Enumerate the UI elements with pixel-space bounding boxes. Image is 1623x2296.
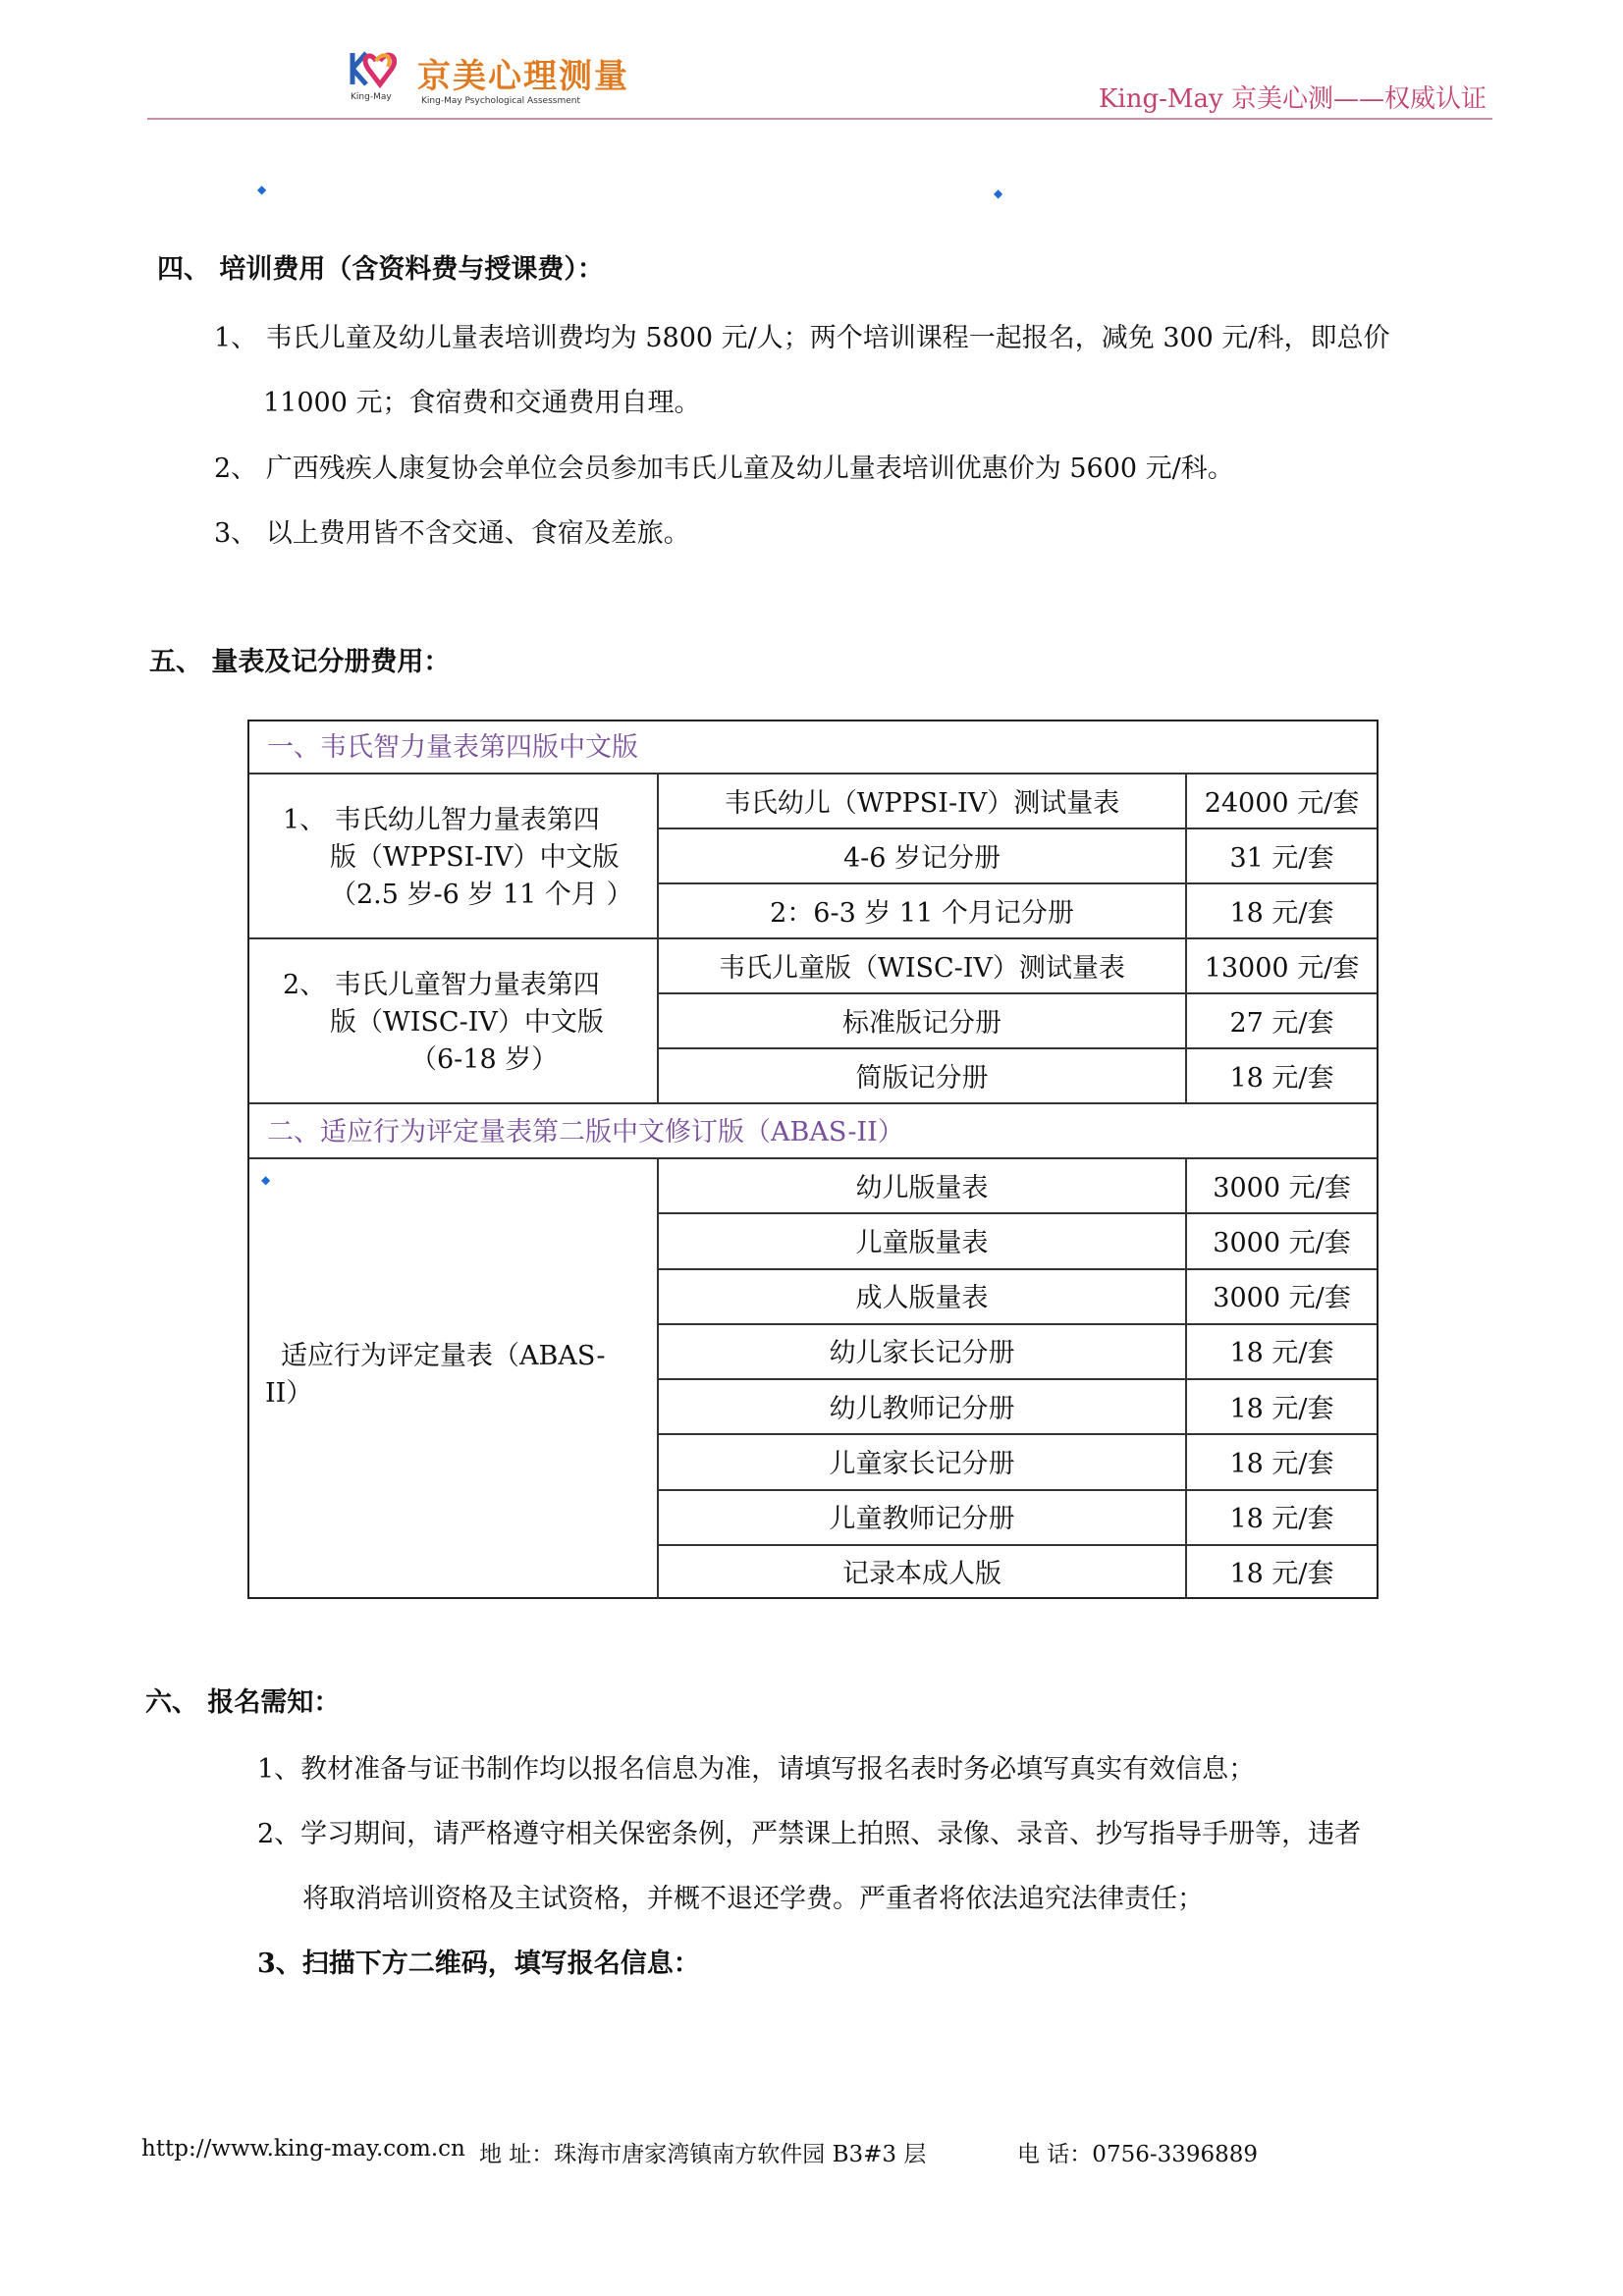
table-cell-item: 儿童家长记分册 bbox=[829, 1448, 1015, 1479]
table-cell-price: 13000 元/套 bbox=[1204, 952, 1360, 984]
table-cell-item: 韦氏儿童版（WISC-IV）测试量表 bbox=[719, 952, 1125, 984]
section6-item: 将取消培训资格及主试资格，并概不退还学费。严重者将依法追究法律责任； bbox=[302, 1884, 1204, 1914]
table-cell-item: 4-6 岁记分册 bbox=[842, 842, 1001, 874]
dot-mark: ◆ bbox=[261, 1173, 271, 1187]
logo-subtitle: King-May Psychological Assessment bbox=[421, 96, 581, 106]
table-cell-price: 3000 元/套 bbox=[1213, 1172, 1351, 1203]
table-cell-item: 幼儿教师记分册 bbox=[829, 1393, 1015, 1424]
section4-item: 2、 广西残疾人康复协会单位会员参加韦氏儿童及幼儿量表培训优惠价为 5600 元/科。 bbox=[214, 454, 1234, 484]
dot-mark: ◆ bbox=[994, 187, 1003, 200]
table-cell-price: 27 元/套 bbox=[1229, 1007, 1334, 1039]
section6-title: 六、 报名需知： bbox=[145, 1687, 341, 1718]
table-cell-price: 18 元/套 bbox=[1229, 1504, 1334, 1535]
header-divider bbox=[147, 118, 1492, 120]
table-group-header: 一、韦氏智力量表第四版中文版 bbox=[267, 732, 638, 763]
abas-label: 适应行为评定量表（ABAS- II） bbox=[265, 1341, 606, 1409]
page-header bbox=[147, 39, 1492, 118]
table-cell-price: 3000 元/套 bbox=[1213, 1283, 1351, 1314]
table-cell-price: 18 元/套 bbox=[1229, 1393, 1334, 1424]
king-may-logo-icon bbox=[349, 47, 404, 92]
table-cell-item: 幼儿家长记分册 bbox=[829, 1338, 1015, 1369]
table-cell-item: 儿童教师记分册 bbox=[829, 1504, 1015, 1535]
table-cell-price: 31 元/套 bbox=[1229, 842, 1334, 874]
table-cell-item: 标准版记分册 bbox=[842, 1007, 1001, 1039]
logo-mark-text: King-May bbox=[351, 92, 392, 102]
table-cell-item: 2：6-3 岁 11 个月记分册 bbox=[770, 897, 1074, 929]
table-cell-item: 韦氏幼儿（WPPSI-IV）测试量表 bbox=[724, 787, 1120, 819]
table-cell-item: 记录本成人版 bbox=[842, 1559, 1001, 1590]
footer-phone: 电 话：0756-3396889 bbox=[1017, 2142, 1259, 2167]
section4-item: 3、 以上费用皆不含交通、食宿及差旅。 bbox=[214, 518, 690, 549]
table-cell-price: 18 元/套 bbox=[1229, 1448, 1334, 1479]
table-cell-item: 简版记分册 bbox=[855, 1062, 989, 1094]
section4-item: 1、 韦氏儿童及幼儿量表培训费均为 5800 元/人；两个培训课程一起报名，减免 300 元/科，即总价 bbox=[214, 323, 1390, 353]
table-cell-price: 3000 元/套 bbox=[1213, 1227, 1351, 1258]
table-cell-price: 18 元/套 bbox=[1229, 1338, 1334, 1369]
section5-title: 五、 量表及记分册费用： bbox=[149, 647, 451, 677]
logo-title: 京美心理测量 bbox=[417, 57, 629, 96]
section4-item: 11000 元；食宿费和交通费用自理。 bbox=[263, 388, 701, 418]
section4-title: 四、 培训费用（含资料费与授课费）： bbox=[157, 254, 604, 285]
section6-item: 2、学习期间，请严格遵守相关保密条例，严禁课上拍照、录像、录音、抄写指导手册等，违者 bbox=[257, 1819, 1362, 1849]
header-slogan: King-May 京美心测——权威认证 bbox=[1099, 84, 1487, 114]
section6-item: 3、扫描下方二维码，填写报名信息： bbox=[257, 1949, 700, 1979]
table-cell-price: 24000 元/套 bbox=[1204, 787, 1360, 819]
table-cell-price: 18 元/套 bbox=[1229, 1062, 1334, 1094]
price-table bbox=[247, 720, 1379, 1599]
table-cell-item: 儿童版量表 bbox=[855, 1227, 989, 1258]
table-cell-price: 18 元/套 bbox=[1229, 1559, 1334, 1590]
section6-item: 1、教材准备与证书制作均以报名信息为准，请填写报名表时务必填写真实有效信息； bbox=[257, 1754, 1256, 1785]
wisc-label: 2、 韦氏儿童智力量表第四 版（WISC-IV）中文版 （6-18 岁） bbox=[283, 970, 604, 1075]
dot-mark: ◆ bbox=[257, 183, 267, 196]
table-cell-item: 成人版量表 bbox=[855, 1283, 989, 1314]
footer-url[interactable]: http://www.king-may.com.cn bbox=[141, 2136, 465, 2162]
table-cell-price: 18 元/套 bbox=[1229, 897, 1334, 929]
footer-address: 地 址：珠海市唐家湾镇南方软件园 B3#3 层 bbox=[479, 2142, 927, 2167]
table-group-header: 二、适应行为评定量表第二版中文修订版（ABAS-II） bbox=[267, 1117, 904, 1148]
wppsi-label: 1、 韦氏幼儿智力量表第四 版（WPPSI-IV）中文版 （2.5 岁-6 岁 11 个月 ） bbox=[283, 805, 633, 910]
table-cell-item: 幼儿版量表 bbox=[855, 1172, 989, 1203]
